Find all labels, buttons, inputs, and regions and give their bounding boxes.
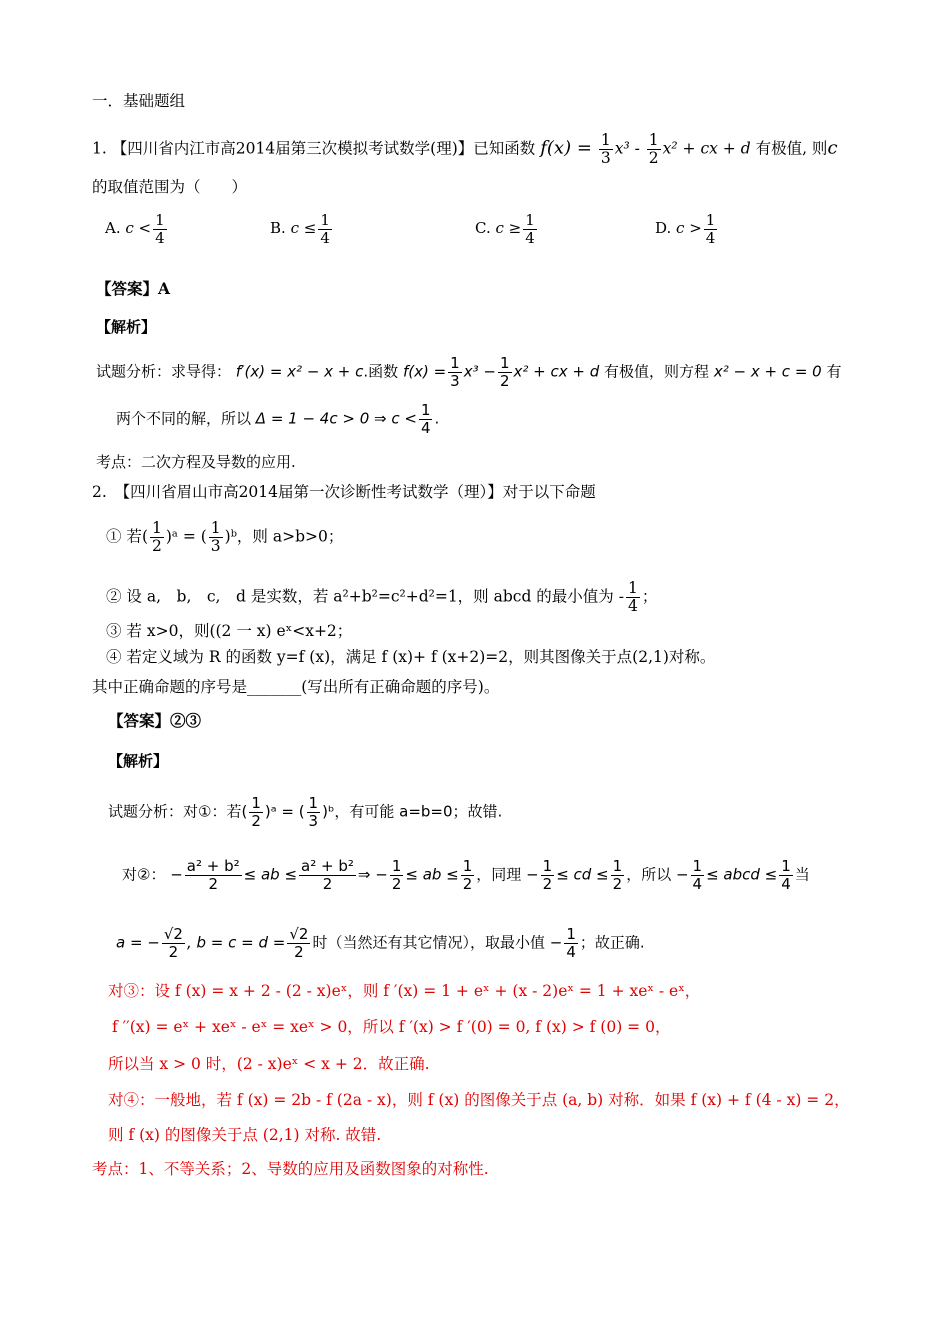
q2-analysis-3a: 对③：设 f (x) = x + 2 - (2 - x)eˣ，则 f ′(x) = 1 + eˣ + (x - 2)eˣ = 1 + xeˣ - eˣ，	[108, 982, 701, 1000]
q2-analysis-3b: f ′′(x) = eˣ + xeˣ - eˣ = xeˣ > 0，所以 f ′(x) > f ′(0) = 0, f (x) > f (0) = 0，	[112, 1018, 671, 1036]
q1-func-lhs: f(x) =	[540, 137, 592, 159]
q1-analysis-line2: 两个不同的解，所以 Δ = 1 − 4c > 0 ⇒ c < $\frac{1}{4}$ .	[116, 401, 440, 437]
q2-analysis-3c: 所以当 x > 0 时，(2 - x)eˣ < x + 2．故正确.	[108, 1055, 430, 1073]
q1-term-1: x³ -	[614, 139, 640, 158]
q1-option-b[interactable]: B. c ≤ $\frac{1}{4}$	[270, 211, 330, 247]
q2-analysis-2: 对②： − $\frac{\text{a² + b²}}{2}$ ≤ ab ≤ $\frac{\text{a² + b²}}{2}$ ⇒ − $\frac{1}{2}$ ≤ ab ≤ $\frac{1}{2}$ ，同理 − $\frac{1}{2}$ ≤ cd ≤ $\frac{1}{2}$ ，所以 − $\frac{1}{4}$ ≤ abcd ≤ $\frac{1}{4}$ 当	[122, 857, 810, 893]
q2-proposition-3: ③ 若 x>0，则((2 一 x) eˣ<x+2；	[106, 622, 353, 640]
q1-number: 1.	[92, 139, 107, 158]
q2-proposition-4: ④ 若定义域为 R 的函数 y=f (x)，满足 f (x)+ f (x+2)=2，则其图像关于点(2,1)对称。	[106, 648, 716, 666]
q1-option-d[interactable]: D. c > $\frac{1}{4}$	[655, 211, 716, 247]
q2-analysis-4a: 对④：一般地，若 f (x) = 2b - f (2a - x)，则 f (x) 的图像关于点 (a, b) 对称．如果 f (x) + f (4 - x) = 2，	[108, 1091, 850, 1109]
q2-analysis-2b: a = − $\frac{√2}{2}$ , b = c = d = $\frac{√2}{2}$ 时（当然还有其它情况），取最小值 − $\frac{1}{4}$ ；故正确.	[116, 925, 645, 961]
q1-stem	[92, 132, 838, 167]
q2-analysis-label: 【解析】	[108, 752, 169, 770]
q1-analysis-label: 【解析】	[96, 318, 157, 336]
q2-answer: 【答案】②③	[108, 711, 202, 730]
q2-stem: 2. 【四川省眉山市高2014届第一次诊断性考试数学（理）】对于以下命题	[92, 483, 596, 501]
q2-fill-blank: 其中正确命题的序号是_______(写出所有正确命题的序号)。	[92, 678, 500, 696]
q1-option-a[interactable]: A. c < $\frac{1}{4}$	[105, 211, 165, 247]
q1-fraction-1-2: $\frac{1}{2}$	[648, 131, 659, 168]
q2-analysis-4b: 则 f (x) 的图像关于点 (2,1) 对称. 故错.	[108, 1126, 382, 1144]
section-title: 一．基础题组	[92, 92, 186, 110]
q1-kaodian: 考点：二次方程及导数的应用.	[96, 453, 296, 471]
q1-answer: 【答案】A	[96, 279, 171, 298]
q2-proposition-1: ① 若( $\frac{1}{2}$ )ᵃ = ( $\frac{1}{3}$ )ᵇ，则 a>b>0；	[106, 519, 344, 556]
q2-kaodian: 考点：1、不等关系；2、导数的应用及函数图象的对称性.	[92, 1160, 489, 1178]
q1-source: 【四川省内江市高2014届第三次模拟考试数学(理)】	[111, 139, 474, 158]
q2-proposition-2: ② 设 a, b, c, d 是实数，若 a²+b²=c²+d²=1，则 abcd 的最小值为 - $\frac{1}{4}$ ；	[106, 579, 658, 616]
q1-stem-var: c	[827, 137, 838, 159]
q1-stem-post: 有极值, 则	[755, 139, 828, 158]
q1-stem-pre: 已知函数	[473, 139, 536, 158]
q1-option-c[interactable]: C. c ≥ $\frac{1}{4}$	[475, 211, 535, 247]
q1-stem-line2: 的取值范围为（ ）	[92, 178, 248, 196]
q1-fraction-1-3: $\frac{1}{3}$	[600, 131, 611, 168]
q1-analysis-line1: 试题分析：求导得： f′(x) = x² − x + c.函数 f(x) = $\frac{1}{3}$ x³ − $\frac{1}{2}$ x² + cx + d 有极值，则方程 x² − x + c = 0 有	[96, 354, 842, 390]
q2-analysis-1: 试题分析：对①：若( $\frac{1}{2}$ )ᵃ = ( $\frac{1}{3}$ )ᵇ，有可能 a=b=0；故错.	[108, 794, 503, 830]
q1-term-2: x² + cx + d	[662, 139, 751, 158]
